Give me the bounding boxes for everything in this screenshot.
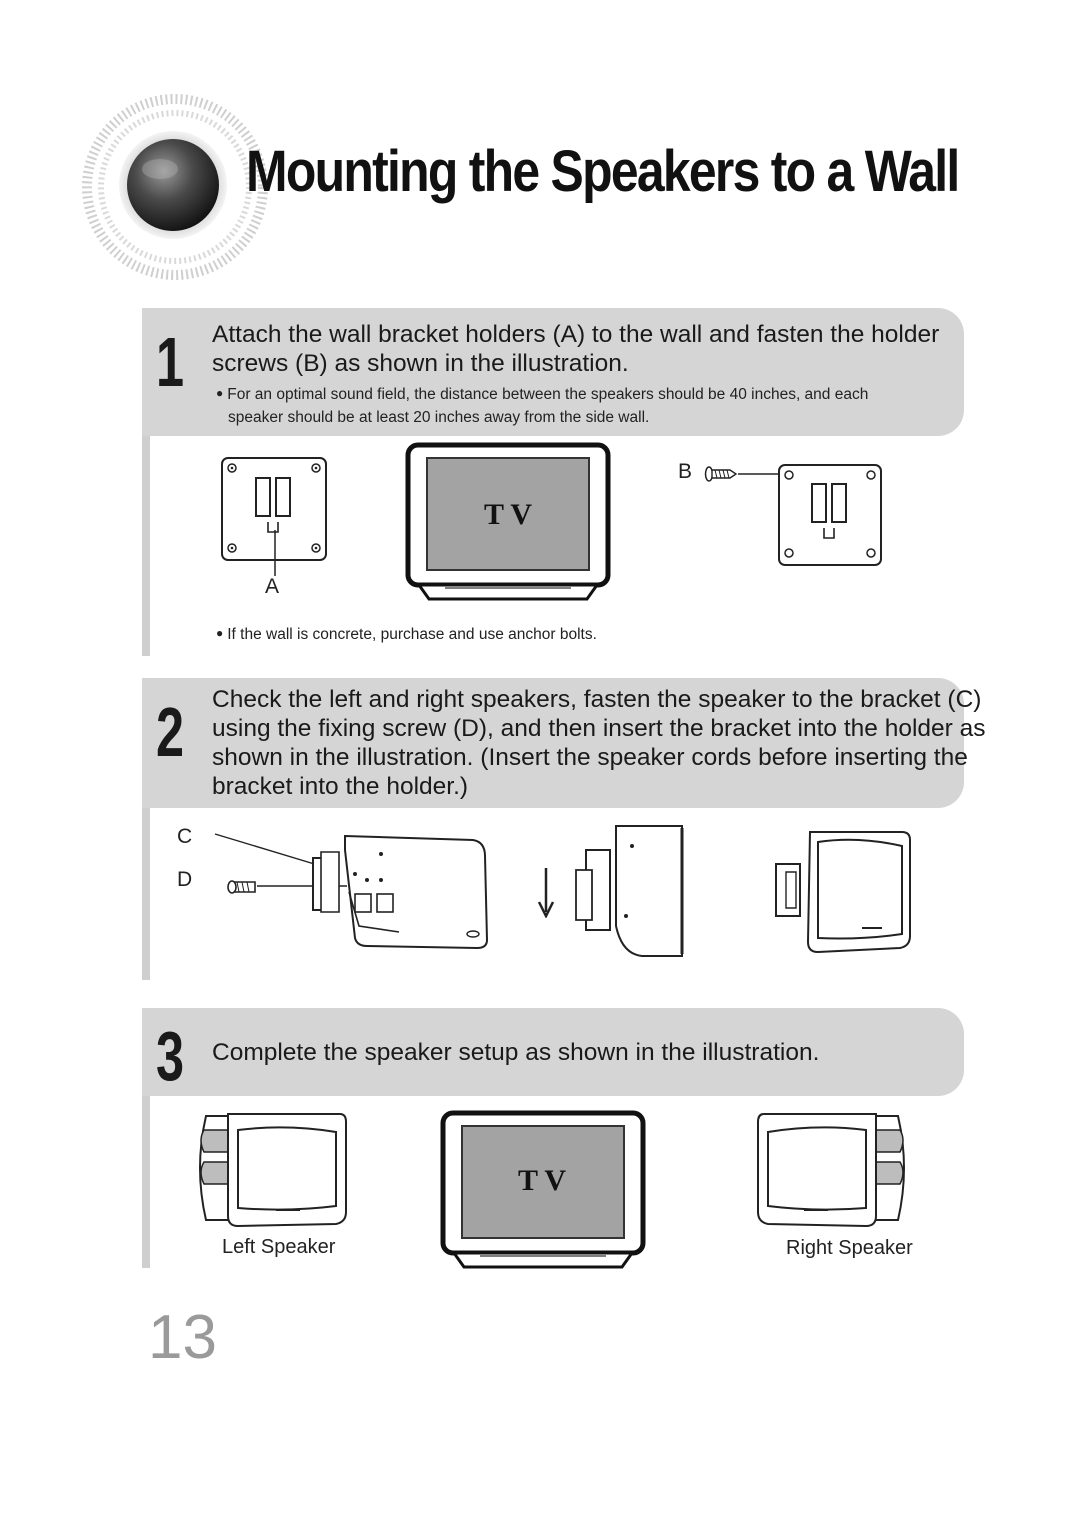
step-1-note-line-2: speaker should be at least 20 inches away from the side wall. — [228, 409, 650, 426]
step-1-note-line-1: For an optimal sound field, the distance between the speakers should be 40 inches, and each — [227, 386, 869, 403]
down-arrow-icon — [536, 868, 556, 918]
step-1-number: 1 — [156, 323, 185, 401]
left-speaker-icon — [188, 1110, 350, 1228]
step-2-line-3: shown in the illustration. (Insert the speaker cords before inserting the — [212, 744, 968, 771]
step-3-number: 3 — [156, 1017, 185, 1095]
right-speaker-label: Right Speaker — [786, 1237, 913, 1259]
label-a: A — [265, 575, 280, 598]
bullet-icon: ● — [216, 626, 224, 640]
step-3-rail — [142, 1096, 150, 1268]
tv-label: T V — [518, 1164, 567, 1197]
step-2-number: 2 — [156, 693, 185, 771]
wall-bracket-holder-b-icon — [776, 462, 884, 568]
speaker-mounted-front-icon — [766, 828, 912, 956]
step-3-line-1: Complete the speaker setup as shown in the illustration. — [212, 1039, 820, 1066]
page-title: Mounting the Speakers to a Wall — [246, 139, 959, 204]
step-1-rail — [142, 436, 150, 656]
bullet-icon: ● — [216, 386, 224, 400]
left-speaker-label: Left Speaker — [222, 1236, 336, 1258]
step-2-rail — [142, 808, 150, 980]
holder-screw-b-icon — [704, 464, 784, 484]
page-number: 13 — [148, 1303, 217, 1372]
step-1-footnote: ● If the wall is concrete, purchase and use anchor bolts. — [216, 626, 597, 643]
right-speaker-icon — [754, 1110, 916, 1228]
speaker-side-view-icon — [570, 820, 688, 962]
tv-label: T V — [484, 498, 533, 531]
label-d: D — [177, 868, 193, 891]
label-b: B — [678, 460, 693, 483]
step-1-line-1: Attach the wall bracket holders (A) to the wall and fasten the holder — [212, 321, 940, 348]
speaker-bracket-assembly-icon — [205, 828, 495, 953]
leader-line-a — [270, 530, 280, 576]
step-2-line-1: Check the left and right speakers, fasten the speaker to the bracket (C) — [212, 686, 982, 713]
step-2-line-4: bracket into the holder.) — [212, 773, 469, 800]
step-1-line-2: screws (B) as shown in the illustration. — [212, 350, 629, 377]
step-1-note — [216, 382, 868, 429]
label-c: C — [177, 825, 193, 848]
speaker-logo-icon — [80, 85, 270, 285]
step-2-text — [212, 685, 986, 801]
step-1-text — [212, 320, 939, 378]
step-3-text — [212, 1038, 819, 1067]
step-2-line-2: using the fixing screw (D), and then insert the bracket into the holder as — [212, 715, 986, 742]
